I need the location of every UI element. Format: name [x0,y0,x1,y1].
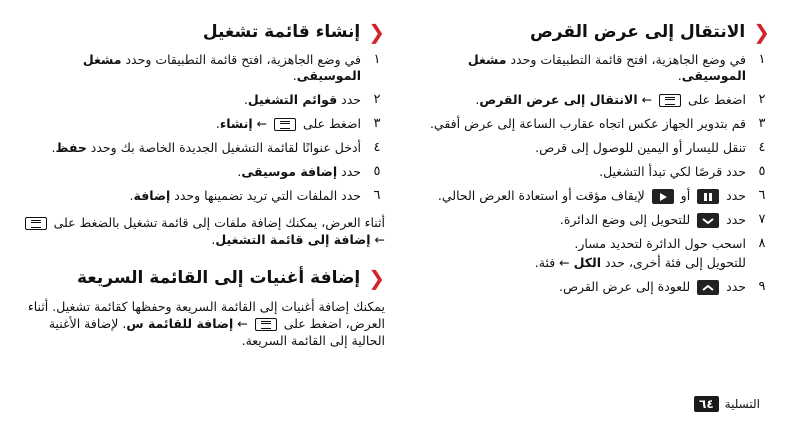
step-number: ٣ [373,116,381,131]
step-text: في وضع الجاهزية، افتح قائمة التطبيقات وحدد [506,52,746,67]
step-text: اضغط على [299,116,361,131]
step-text: في وضع الجاهزية، افتح قائمة التطبيقات وحدد [121,52,361,67]
step-text: . [129,188,134,203]
page-number: ٦٤ [694,396,719,412]
step-subtext [400,255,746,271]
down-arrow-icon [697,213,719,228]
pause-icon [697,189,719,204]
step-number: ٧ [758,212,766,227]
step-item [15,164,385,180]
arrow-text: ← [370,232,385,247]
step-text: أو [676,188,695,203]
chevron-icon: ❮ [368,20,385,44]
step-text: للعودة إلى عرض القرص. [558,279,695,294]
step-text: أدخل عنوانًا لقائمة التشغيل الجديدة الخاصة بك وحدد [86,140,361,155]
step-text: . [215,116,220,131]
note-bold: إضافة إلى قائمة التشغيل [215,232,371,247]
step-text: قم بتدوير الجهاز عكس اتجاه عقارب الساعة إلى عرض أفقي. [429,116,746,131]
step-number: ١ [758,52,766,67]
step-text: . [292,68,297,83]
right-column [400,22,770,303]
step-item [400,92,770,108]
step-text: حدد [722,279,746,294]
step-text: حدد [722,212,746,227]
step-text: للتحويل إلى وضع الدائرة. [559,212,695,227]
para-text: . لإضافة الأغنية الحالية إلى القائمة السريعة. [48,316,385,348]
step-bold: قوائم التشغيل [247,92,338,107]
play-icon [652,189,674,204]
section-title: إنشاء قائمة تشغيل [202,22,361,42]
step-text: تنقل لليسار أو اليمين للوصول إلى قرص. [535,140,746,155]
step-number: ٥ [758,164,766,179]
step-item [400,164,770,180]
step-text: حدد [337,92,361,107]
step-number: ١ [373,52,381,67]
step-item [15,116,385,132]
menu-key-icon [274,118,296,131]
step-item [15,52,385,84]
menu-key-icon [659,94,681,107]
page-footer [694,396,760,412]
playlist-note [15,214,385,248]
section-title: إضافة أغنيات إلى القائمة السريعة [76,268,361,288]
step-item [400,188,770,204]
menu-key-icon [25,217,47,230]
note-text: . [211,232,216,247]
steps-list [15,52,385,204]
step-item [400,236,770,271]
step-text: اضغط على [684,92,746,107]
step-number: ٣ [758,116,766,131]
step-bold: إضافة [133,188,171,203]
step-text: حدد [337,164,361,179]
step-item [15,92,385,108]
section-heading-quick-list [15,268,385,288]
step-text: . [237,164,242,179]
step-text: . [243,92,248,107]
step-number: ٦ [758,188,766,203]
note-text: أثناء العرض، يمكنك إضافة ملفات إلى قائمة تشغيل بالضغط على [49,215,385,230]
step-number: ٢ [373,92,381,107]
step-item [400,279,770,295]
step-number: ٦ [373,188,381,203]
step-text: حدد الملفات التي تريد تضمينها وحدد [170,188,361,203]
section-title: الانتقال إلى عرض القرص [529,22,746,42]
step-number: ٩ [758,279,766,294]
step-bold: حفظ [55,140,87,155]
step-item [15,188,385,204]
chevron-icon: ❮ [753,20,770,44]
step-number: ٤ [758,140,766,155]
step-text: ← فئة. [534,255,574,270]
step-text: اسحب حول الدائرة لتحديد مسار. [574,236,746,251]
step-number: ٢ [758,92,766,107]
section-heading-create-playlist [15,22,385,42]
step-bold: مشغل الموسيقى [82,52,361,83]
step-item [400,140,770,156]
step-text: لإيقاف مؤقت أو استعادة العرض الحالي. [437,188,649,203]
step-bold: الكل [573,255,602,270]
step-item [400,212,770,228]
chevron-icon: ❮ [368,266,385,290]
step-text: . [677,68,682,83]
arrow-text: ← [252,116,272,131]
step-number: ٥ [373,164,381,179]
step-bold: إنشاء [219,116,253,131]
step-bold: إضافة موسيقى [241,164,338,179]
menu-key-icon [255,318,277,331]
step-number: ٤ [373,140,381,155]
up-arrow-icon [697,280,719,295]
steps-list [400,52,770,295]
step-item [15,140,385,156]
step-bold: مشغل الموسيقى [467,52,746,83]
footer-section-label: التسلية [724,397,760,411]
arrow-text: ← [637,92,657,107]
para-text: يمكنك إضافة أغنيات إلى القائمة السريعة وحفظها كقائمة تشغيل. أثناء العرض، اضغط على [27,299,385,331]
left-column [15,22,385,349]
step-item [400,52,770,84]
arrow-text: ← [233,316,252,331]
step-bold: الانتقال إلى عرض القرص [479,92,638,107]
section-heading-cover-view [400,22,770,42]
quick-list-text [15,298,385,349]
step-text: حدد [722,188,746,203]
step-text: حدد قرصًا لكي تبدأ التشغيل. [599,164,746,179]
step-text: . [51,140,56,155]
step-text: . [475,92,480,107]
step-number: ٨ [758,236,766,251]
step-item [400,116,770,132]
step-text: للتحويل إلى فئة أخرى، حدد [601,255,746,270]
para-bold: إضافة للقائمة س [126,316,234,331]
quick-list-section [15,268,385,349]
